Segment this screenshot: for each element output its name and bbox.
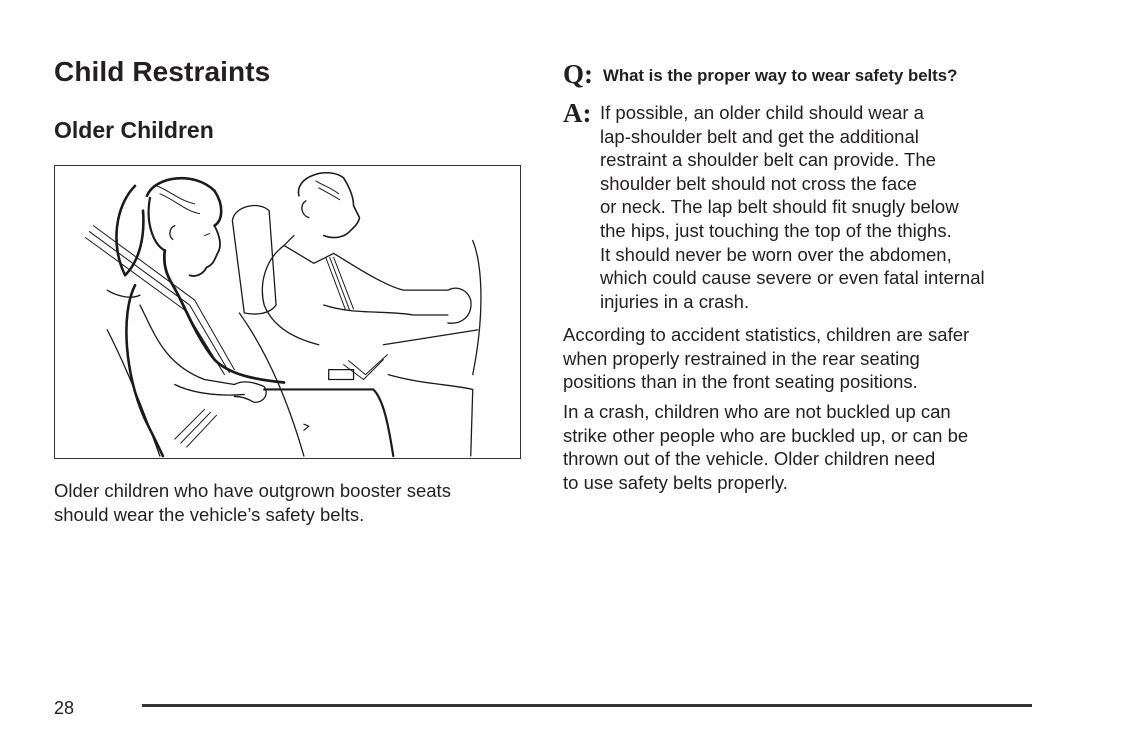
- question-marker: Q:: [563, 59, 593, 89]
- answer-line: injuries in a crash.: [600, 290, 750, 312]
- statistics-paragraph: [563, 323, 1043, 394]
- section-title: Child Restraints: [54, 56, 271, 87]
- answer-line: If possible, an older child should wear a: [600, 102, 924, 123]
- seatbelt-illustration: [54, 165, 521, 459]
- caption-line: should wear the vehicle’s safety belts.: [54, 503, 365, 525]
- paragraph-line: positions than in the front seating positions.: [563, 371, 918, 392]
- answer-line: the hips, just touching the top of the thighs.: [600, 219, 952, 241]
- paragraph-line: when properly restrained in the rear seating: [563, 347, 920, 369]
- paragraph-line: to use safety belts properly.: [563, 471, 788, 493]
- answer-line: shoulder belt should not cross the face: [600, 172, 917, 194]
- caption-line: Older children who have outgrown booster seats: [54, 480, 451, 501]
- paragraph-line: strike other people who are buckled up, or can be: [563, 424, 969, 446]
- paragraph-line: According to accident statistics, children are safer: [563, 324, 970, 345]
- answer-line: restraint a shoulder belt can provide. The: [600, 149, 936, 171]
- crash-paragraph: [563, 400, 1043, 494]
- subsection-title: Older Children: [54, 117, 214, 143]
- answer-line: It should never be worn over the abdomen,: [600, 243, 952, 265]
- figure-caption: [54, 479, 524, 526]
- answer-text: [600, 101, 1045, 313]
- answer-line: which could cause severe or even fatal internal: [600, 267, 985, 289]
- answer-line: or neck. The lap belt should fit snugly below: [600, 196, 959, 218]
- question-text: What is the proper way to wear safety belts?: [603, 66, 958, 85]
- paragraph-line: In a crash, children who are not buckled up can: [563, 401, 951, 422]
- answer-line: lap-shoulder belt and get the additional: [600, 125, 919, 147]
- paragraph-line: thrown out of the vehicle. Older children need: [563, 448, 936, 469]
- footer-rule: [142, 704, 1032, 707]
- page-number: 28: [54, 698, 75, 718]
- answer-marker: A:: [563, 98, 592, 128]
- child-and-driver-seatbelt-drawing: [55, 166, 520, 458]
